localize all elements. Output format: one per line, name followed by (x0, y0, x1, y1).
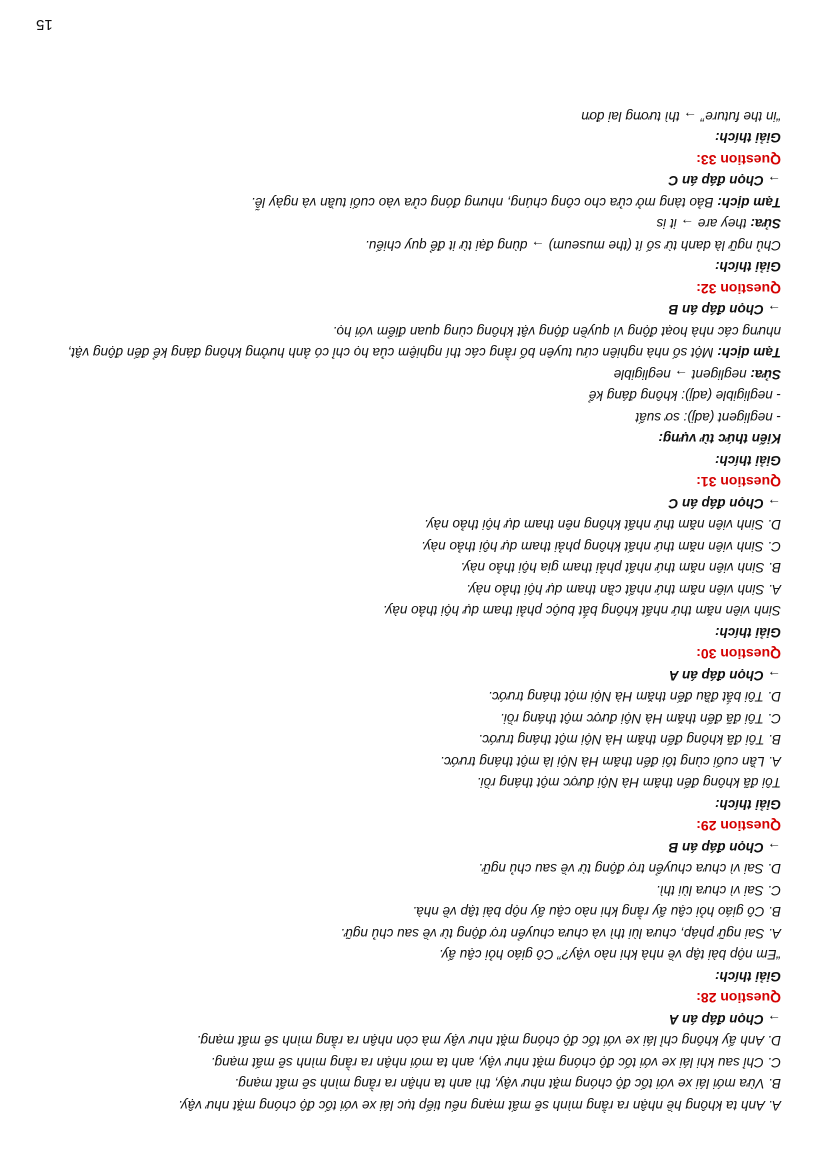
q32-translation-text: Bảo tàng mở cửa cho công chúng, nhưng đóng cửa vào cuối tuần và ngày lễ. (251, 195, 718, 210)
q29-option-b: B. Tôi đã không đến thăm Hà Nội một tháng trước. (478, 732, 781, 748)
q32-fix (43, 213, 781, 235)
q31-translation-text: Một số nhà nghiên cứu tuyên bố rằng các thí nghiệm của họ chỉ có ảnh hưởng không đáng kể đến động vật, nhưng các nhà hoạt động vì quyền động vật không cùng quan điểm với họ. (67, 324, 781, 361)
q28-option-d: D. Sai vì chưa chuyển trợ động từ về sau chủ ngữ. (478, 861, 781, 877)
q30-option-d: D. Sinh viên năm thứ nhất không nên tham dự hội thảo này. (424, 517, 781, 533)
q27-option-d: D. Anh ấy không chỉ lái xe với tốc độ chóng mặt như vậy mà còn nhận ra rằng mình sẽ mất mạng. (196, 1033, 781, 1049)
q29-stem: Tôi đã không đến thăm Hà Nội được một tháng rồi. (476, 775, 781, 791)
q30-answer: → Chọn đáp án C (668, 496, 781, 511)
q32-translation (43, 192, 781, 214)
q33-title: Question 33: (696, 152, 781, 168)
q29-answer: → Chọn đáp án A (669, 668, 781, 683)
q28-option-b: B. Cô giáo hỏi cậu ấy rằng khi nào cậu ấy nộp bài tập về nhà. (412, 904, 781, 920)
q32-answer: → Chọn đáp án C (668, 173, 781, 189)
q30-explain-label: Giải thích: (714, 625, 781, 640)
q28-stem: “Em nộp bài tập về nhà khi nào vậy?” Cô giáo hỏi cậu ấy. (439, 947, 781, 963)
q31-vocab-item: - negligible (adj): không đáng kể (588, 388, 781, 404)
q31-vocab-item: - negligent (adj): sơ suất (635, 410, 781, 425)
q31-fix (43, 364, 781, 386)
q33-note: “in the future” → thì tương lai đơn (581, 109, 781, 124)
q30-stem: Sinh viên năm thứ nhất không bắt buộc phải tham dự hội thảo này. (382, 603, 781, 619)
q28-title: Question 28: (696, 990, 781, 1007)
q28-option-a: A. Sai ngữ pháp, chưa lùi thì và chưa chuyển trợ động từ về sau chủ ngữ. (340, 926, 781, 941)
q29-explain-label: Giải thích: (714, 797, 781, 812)
q31-fix-label: Sửa: (750, 367, 781, 382)
q31-answer: → Chọn đáp án B (668, 302, 781, 318)
q32-note: Chủ ngữ là danh từ số ít (the museum) → dùng đại từ it để quy chiếu. (365, 238, 781, 253)
q27-option-b: B. Vừa mới lái xe với tốc độ chóng mặt như vậy, thì anh ta nhận ra rằng mình sẽ mất mạng. (234, 1076, 781, 1092)
q32-translation-label: Tạm dịch: (717, 195, 781, 210)
page-number: 15 (36, 16, 53, 33)
q31-translation-label: Tạm dịch: (717, 345, 781, 361)
q32-fix-label: Sửa: (750, 216, 781, 232)
q30-option-b: B. Sinh viên năm thứ nhất phải tham gia hội thảo này. (460, 560, 781, 576)
q30-option-a: A. Sinh viên năm thứ nhất cần tham dự hội thảo này. (466, 582, 781, 597)
page-content (43, 106, 781, 1117)
q32-title: Question 32: (696, 281, 781, 297)
q31-vocab-label: Kiến thức từ vựng: (658, 431, 781, 447)
q31-translation (43, 321, 781, 364)
q30-option-c: C. Sinh viên năm thứ nhất không phải tham dự hội thảo này. (421, 539, 781, 554)
q29-option-d: D. Tôi bắt đầu đến thăm Hà Nội một tháng trước. (488, 689, 781, 705)
q27-answer: → Chọn đáp án A (669, 1012, 781, 1027)
q31-fix-text: negligent → negligible (613, 367, 751, 382)
q31-title: Question 31: (696, 474, 781, 491)
q33-explain-label: Giải thích: (714, 130, 781, 146)
q32-explain-label: Giải thích: (714, 259, 781, 275)
q27-option-c: C. Chỉ sau khi lái xe với tốc độ chóng mặt như vậy, anh ta mới nhận ra rằng mình sẽ mất mạng. (210, 1055, 781, 1070)
q27-option-a: A. Anh ta không hề nhận ra rằng mình sẽ mất mạng nếu tiếp tục lái xe với tốc độ chóng mặt như vậy. (178, 1098, 781, 1113)
q29-title: Question 29: (696, 818, 781, 835)
q29-option-c: C. Tôi đã đến thăm Hà Nội được một tháng rồi. (500, 711, 781, 726)
q28-answer: → Chọn đáp án B (668, 840, 781, 855)
q32-fix-text: they are → it is (656, 216, 751, 232)
q29-option-a: A. Lần cuối cùng tôi đến thăm Hà Nội là một tháng trước. (440, 754, 781, 769)
q31-explain-label: Giải thích: (714, 453, 781, 468)
q28-explain-label: Giải thích: (714, 969, 781, 984)
q28-option-c: C. Sai vì chưa lùi thì. (656, 883, 781, 898)
q30-title: Question 30: (696, 646, 781, 663)
